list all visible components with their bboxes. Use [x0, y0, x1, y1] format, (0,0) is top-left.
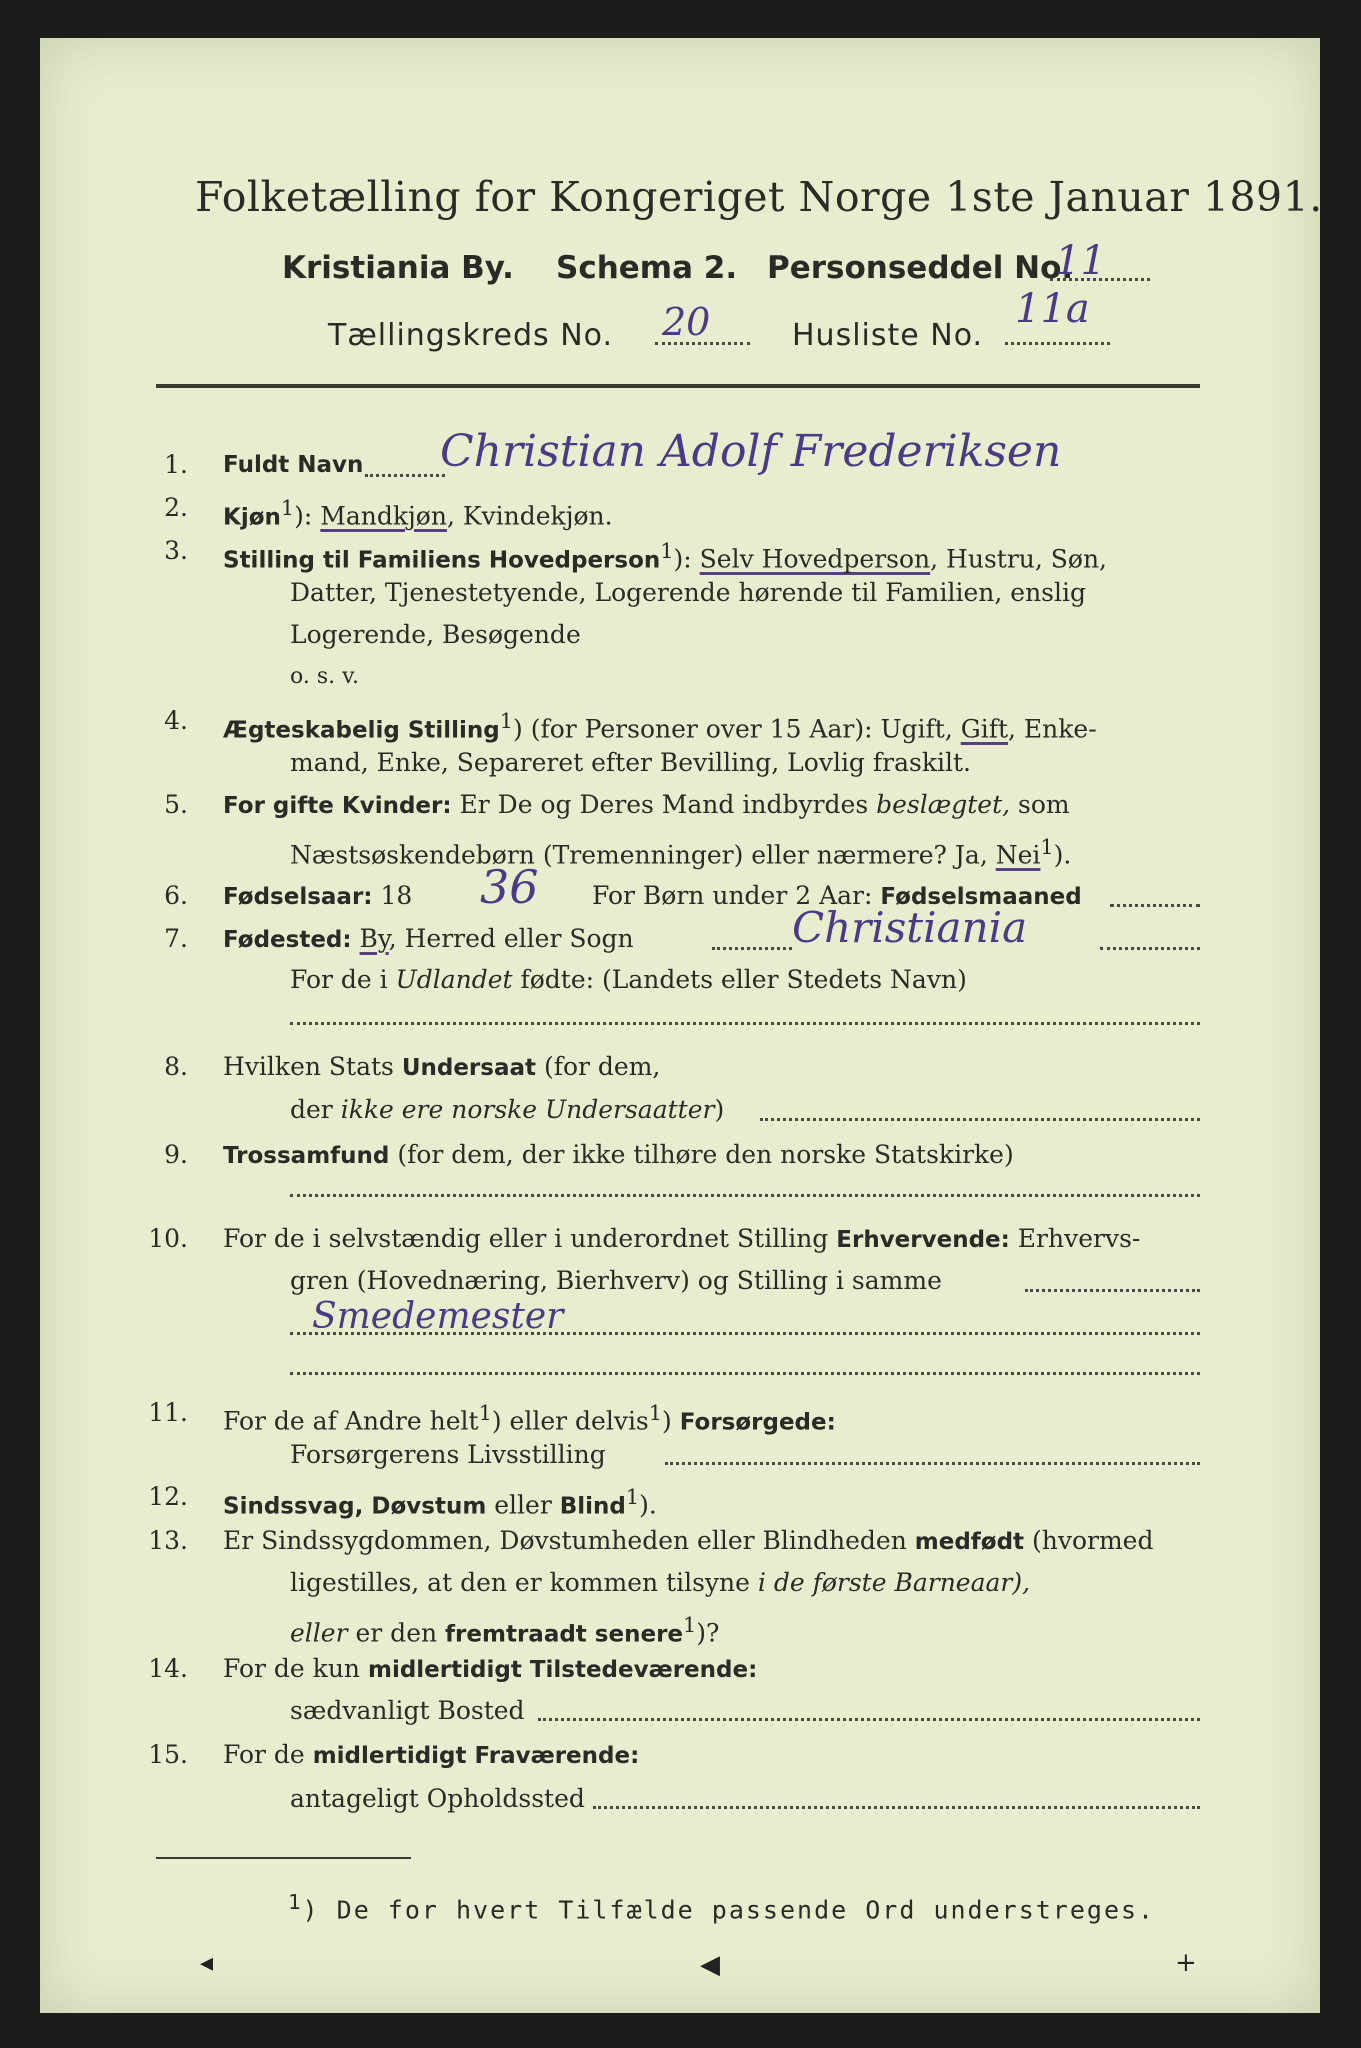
q10-row: For de i selvstændig eller i underordnet Stilling Erhvervende: Erhvervs-: [223, 1224, 1141, 1253]
q5-nei-underlined: Nei: [995, 840, 1041, 870]
footnote-divider: [156, 1857, 411, 1859]
q5-line2: Næstsøskendebørn (Tremenninger) eller nærmere? Ja, Nei$^1$).: [290, 835, 1072, 870]
item-number: 8.: [164, 1052, 188, 1081]
q6-birth-year-answer: 36: [480, 860, 539, 914]
corner-mark: +: [1175, 1948, 1197, 1978]
husliste-label: Husliste No.: [792, 318, 984, 353]
q11-row: For de af Andre helt$^1$) eller delvis$^1$) Forsørgede:: [223, 1401, 836, 1436]
item-number: 15.: [148, 1740, 188, 1769]
census-form: [40, 38, 1323, 2013]
corner-mark: ◂: [200, 1948, 214, 1978]
item-number: 4.: [164, 706, 188, 735]
q4-line2: mand, Enke, Separeret efter Bevilling, Lovlig fraskilt.: [290, 748, 971, 777]
center-mark: ◀: [700, 1950, 720, 1980]
item-number: 2.: [164, 493, 188, 522]
item-number: 9.: [164, 1140, 188, 1169]
item-number: 5.: [164, 790, 188, 819]
q11-line2: Forsørgerens Livsstilling: [290, 1440, 606, 1469]
personseddel-label: Personseddel No.: [767, 250, 1074, 286]
q7-by-underlined: By: [359, 924, 389, 953]
q6-children-text: For Børn under 2 Aar: Fødselsmaaned: [592, 881, 1082, 910]
q8-row: Hvilken Stats Undersaat (for dem,: [223, 1052, 661, 1081]
item-number: 12.: [148, 1482, 188, 1511]
item-number: 6.: [164, 881, 188, 910]
q8-line2: der ikke ere norske Undersaatter): [290, 1095, 725, 1124]
q9-row: Trossamfund (for dem, der ikke tilhøre den norske Statskirke): [223, 1140, 1014, 1169]
q12-row: Sindssvag, Døvstum eller Blind$^1$).: [223, 1485, 657, 1520]
item-number: 10.: [148, 1224, 188, 1253]
q3-row: Stilling til Familiens Hovedperson$^1$): Selv Hovedperson, Hustru, Søn,: [223, 539, 1107, 574]
q13-line2: ligestilles, at den er kommen tilsyne i de første Barneaar),: [290, 1568, 1031, 1597]
krets-label: Tællingskreds No.: [328, 318, 613, 353]
header-divider: [156, 384, 1200, 388]
q14-line2: sædvanligt Bosted: [290, 1696, 525, 1725]
q7-line2: For de i Udlandet fødte: (Landets eller Stedets Navn): [290, 965, 967, 994]
q7-row: Fødested: By, Herred eller Sogn: [223, 924, 634, 953]
item-number: 7.: [164, 924, 188, 953]
q3-line4: o. s. v.: [290, 664, 359, 689]
item-number: 1.: [164, 450, 188, 479]
city-label: Kristiania By.: [282, 250, 514, 286]
q15-row: For de midlertidigt Fraværende:: [223, 1740, 640, 1769]
q10-line2: gren (Hovednæring, Bierhverv) og Stilling i samme: [290, 1266, 942, 1295]
person-number: 11: [1055, 238, 1106, 284]
schema-label: Schema 2.: [556, 250, 738, 286]
q2-row: Kjøn$^1$): Mandkjøn, Kvindekjøn.: [223, 496, 613, 531]
q3-selv-underlined: Selv Hovedperson: [699, 544, 931, 574]
q4-row: Ægteskabelig Stilling$^1$) (for Personer over 15 Aar): Ugift, Gift, Enke-: [223, 709, 1097, 744]
q1-full-name-answer: Christian Adolf Frederiksen: [440, 426, 1062, 477]
footnote: $^1$) De for hvert Tilfælde passende Ord understreges.: [288, 1890, 1156, 1925]
q3-line3: Logerende, Besøgende: [290, 620, 581, 649]
q6-row: Fødselsaar: 18: [223, 881, 413, 910]
item-number: 3.: [164, 536, 188, 565]
q1-label: Fuldt Navn: [223, 452, 364, 478]
q2-mandkjon-underlined: Mandkjøn: [320, 501, 447, 531]
krets-number: 20: [662, 300, 711, 344]
q14-row: For de kun midlertidigt Tilstedeværende:: [223, 1654, 758, 1683]
form-title: Folketælling for Kongeriget Norge 1ste Januar 1891.: [195, 173, 1323, 221]
q10-occupation-answer: Smedemester: [312, 1296, 564, 1337]
item-number: 14.: [148, 1654, 188, 1683]
husliste-number: 11a: [1015, 286, 1090, 332]
q3-line2: Datter, Tjenestetyende, Logerende hørende til Familien, enslig: [290, 578, 1087, 607]
item-number: 11.: [148, 1398, 188, 1427]
q7-birthplace-answer: Christiania: [792, 903, 1028, 952]
item-number: 13.: [148, 1526, 188, 1555]
q5-row: For gifte Kvinder: Er De og Deres Mand indbyrdes beslægtet, som: [223, 790, 1070, 819]
q15-line2: antageligt Opholdssted: [290, 1784, 585, 1813]
q13-line3: eller er den fremtraadt senere$^1$)?: [290, 1613, 720, 1648]
q13-row: Er Sindssygdommen, Døvstumheden eller Blindheden medfødt (hvormed: [223, 1526, 1154, 1555]
q4-gift-underlined: Gift: [960, 714, 1008, 744]
